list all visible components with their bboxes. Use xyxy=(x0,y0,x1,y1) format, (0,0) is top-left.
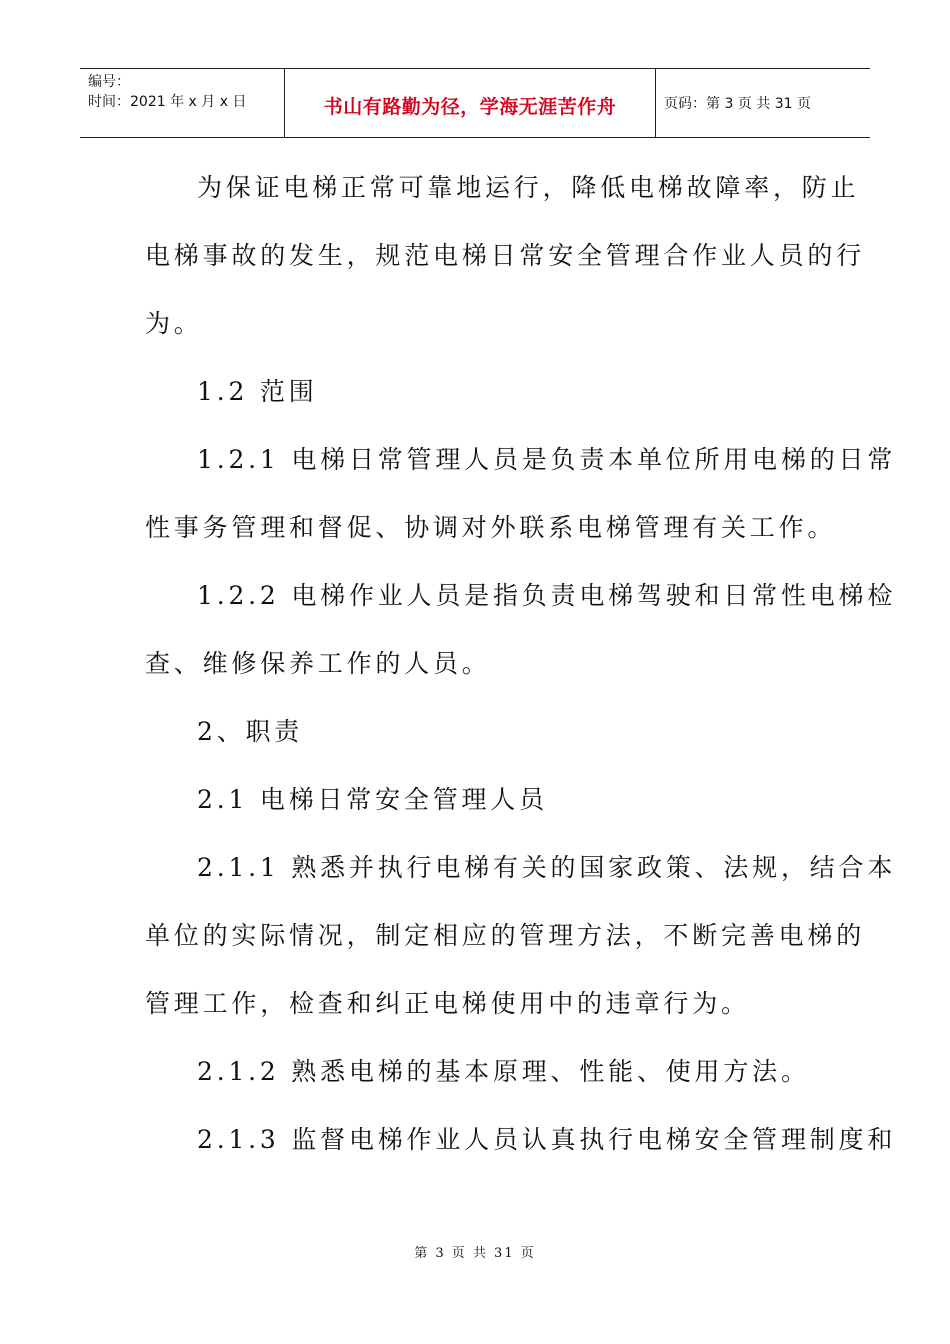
header-page-info: 页码：第 3 页 共 31 页 xyxy=(664,96,811,112)
paragraph-line: 1.2.1 电梯日常管理人员是负责本单位所用电梯的日常 xyxy=(197,445,897,474)
date-label: 时间：2021 年 x 月 x 日 xyxy=(88,94,247,110)
paragraph-line: 1.2.2 电梯作业人员是指负责电梯驾驶和日常性电梯检 xyxy=(197,581,897,610)
paragraph-line: 电梯事故的发生，规范电梯日常安全管理合作业人员的行 xyxy=(145,241,866,270)
document-header xyxy=(80,68,870,138)
page-footer: 第 3 页 共 31 页 xyxy=(414,1246,536,1261)
paragraph-line: 2.1.1 熟悉并执行电梯有关的国家政策、法规，结合本 xyxy=(197,853,897,882)
paragraph-line: 为保证电梯正常可靠地运行，降低电梯故障率，防止 xyxy=(197,173,860,202)
section-heading: 2、职责 xyxy=(197,717,304,746)
serial-number-label: 编号： xyxy=(88,74,130,90)
paragraph-line: 查、维修保养工作的人员。 xyxy=(145,649,491,678)
section-heading: 2.1 电梯日常安全管理人员 xyxy=(197,785,548,814)
section-heading: 1.2 范围 xyxy=(197,377,318,406)
header-meta xyxy=(80,69,284,137)
document-body xyxy=(145,154,897,1174)
paragraph-line: 管理工作，检查和纠正电梯使用中的违章行为。 xyxy=(145,989,750,1018)
paragraph-line: 2.1.3 监督电梯作业人员认真执行电梯安全管理制度和 xyxy=(197,1125,897,1154)
paragraph-line: 单位的实际情况，制定相应的管理方法，不断完善电梯的 xyxy=(145,921,866,950)
paragraph-line: 性事务管理和督促、协调对外联系电梯管理有关工作。 xyxy=(145,513,837,542)
paragraph-line: 2.1.2 熟悉电梯的基本原理、性能、使用方法。 xyxy=(197,1057,810,1086)
paragraph-line: 为。 xyxy=(145,309,203,338)
header-motto: 书山有路勤为径，学海无涯苦作舟 xyxy=(284,69,656,137)
